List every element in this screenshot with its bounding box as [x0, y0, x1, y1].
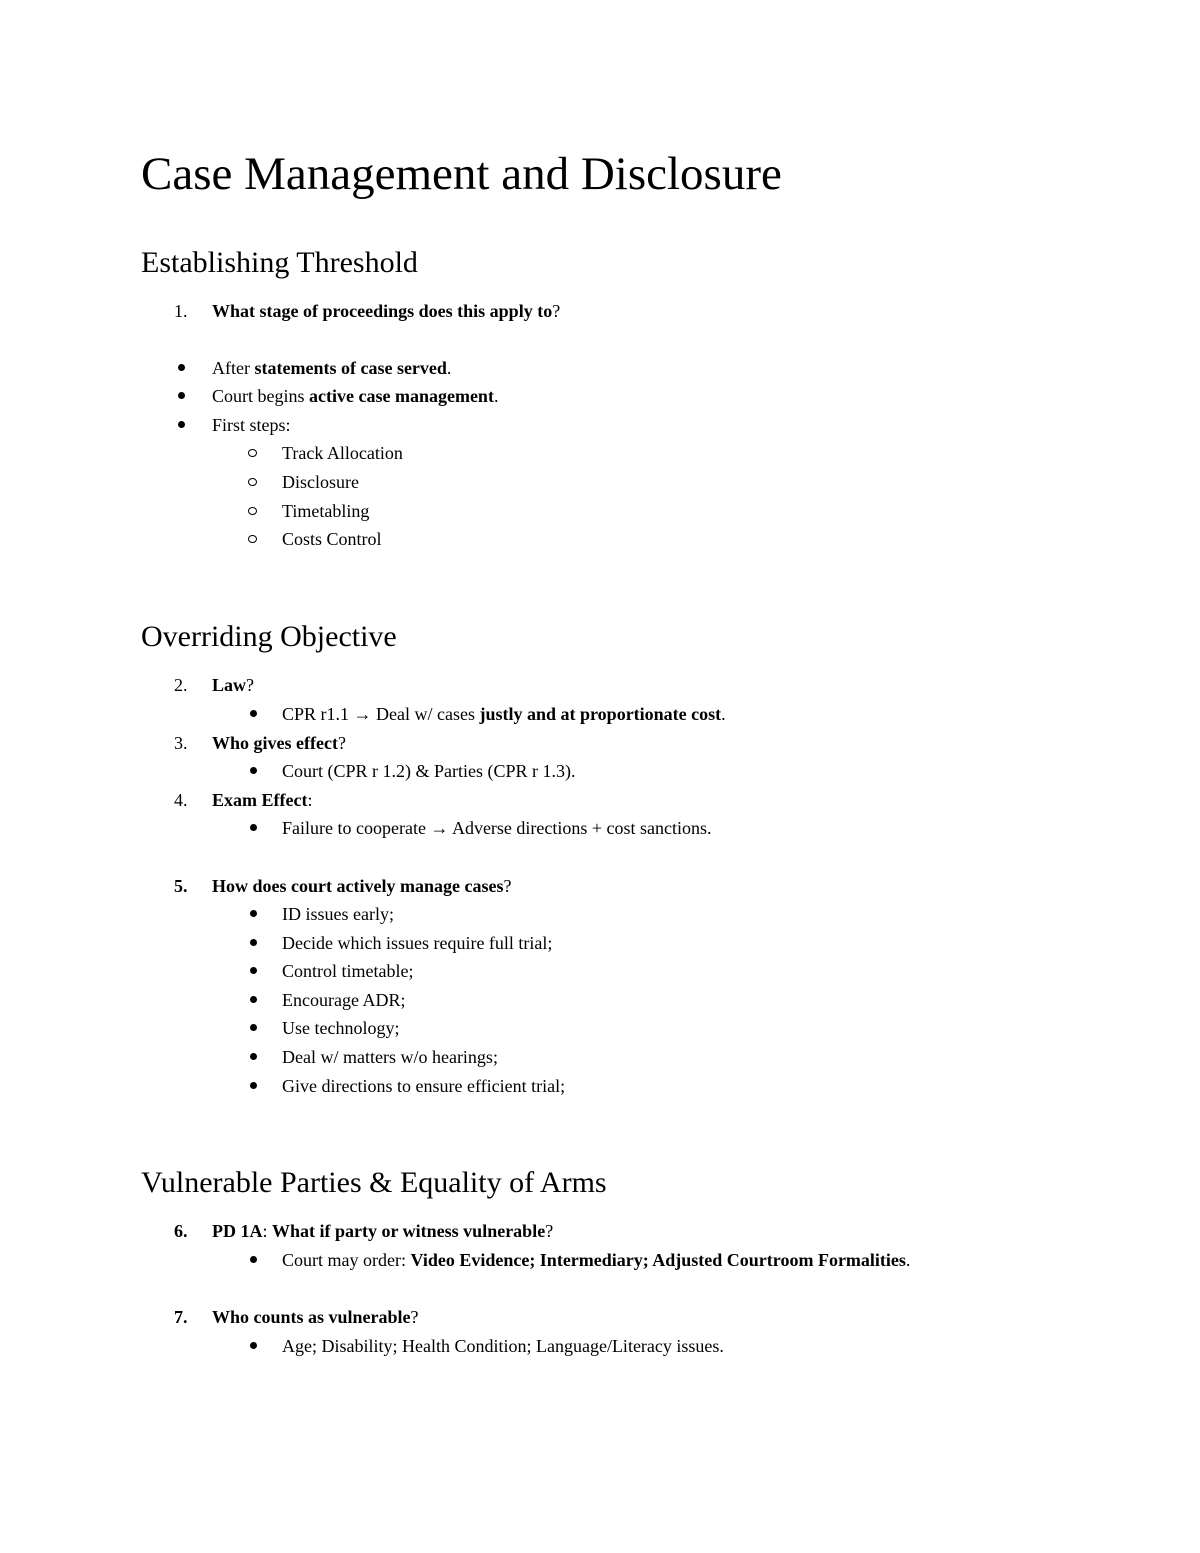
- bullet-icon: [250, 767, 257, 774]
- question-line: Who counts as vulnerable?: [212, 1307, 419, 1327]
- question-line: [212, 298, 560, 324]
- item-number: 4.: [174, 790, 188, 810]
- sub-bullet-item: Timetabling: [282, 501, 370, 521]
- bullet-item: Failure to cooperate → Adverse directions + cost sanctions.: [282, 818, 712, 838]
- bullet-item: Deal w/ matters w/o hearings;: [282, 1047, 498, 1067]
- bullet-icon: [250, 710, 257, 717]
- bullet-item: ID issues early;: [282, 904, 394, 924]
- sub-bullet-icon: [248, 535, 257, 543]
- bullet-item: Control timetable;: [282, 961, 414, 981]
- item-number: 1.: [174, 301, 188, 321]
- item-number: 5.: [174, 876, 188, 896]
- bullet-icon: [250, 1082, 257, 1089]
- bullet-item: Court begins active case management.: [212, 386, 499, 406]
- bullet-icon: [250, 939, 257, 946]
- bullet-item: Court may order: Video Evidence; Intermediary; Adjusted Courtroom Formalities.: [282, 1250, 911, 1270]
- bullet-item: After statements of case served.: [212, 358, 452, 378]
- bullet-icon: [250, 1024, 257, 1031]
- bullet-item: CPR r1.1 → Deal w/ cases justly and at proportionate cost.: [282, 704, 726, 724]
- question-suffix: ?: [552, 301, 561, 321]
- bullet-item: First steps:: [212, 415, 291, 435]
- sub-bullet-item: Disclosure: [282, 472, 359, 492]
- sub-bullet-item: Costs Control: [282, 529, 382, 549]
- item-number: 2.: [174, 675, 188, 695]
- question-line: Exam Effect:: [212, 790, 313, 810]
- bullet-item: Encourage ADR;: [282, 990, 406, 1010]
- bullet-icon: [250, 1256, 257, 1263]
- bullet-item: Court (CPR r 1.2) & Parties (CPR r 1.3).: [282, 761, 576, 781]
- item-number: 6.: [174, 1221, 188, 1241]
- bullet-icon: [250, 967, 257, 974]
- section-heading-establishing-threshold: Establishing Threshold: [141, 246, 418, 279]
- bullet-icon: [250, 910, 257, 917]
- sub-bullet-item: Track Allocation: [282, 443, 403, 463]
- sub-bullet-icon: [248, 449, 257, 457]
- question-line: Who gives effect?: [212, 733, 346, 753]
- section-heading-vulnerable-parties: Vulnerable Parties & Equality of Arms: [141, 1166, 607, 1199]
- item-number: 3.: [174, 733, 188, 753]
- document-title: Case Management and Disclosure: [141, 148, 782, 200]
- item-number: 7.: [174, 1307, 188, 1327]
- sub-bullet-icon: [248, 478, 257, 486]
- section-heading-overriding-objective: Overriding Objective: [141, 620, 397, 653]
- question-bold: What stage of proceedings does this apply to: [212, 301, 553, 321]
- bullet-item: Give directions to ensure efficient trial;: [282, 1076, 566, 1096]
- bullet-item: Decide which issues require full trial;: [282, 933, 553, 953]
- sub-bullet-icon: [248, 507, 257, 515]
- question-line: Law?: [212, 675, 255, 695]
- bullet-icon: [250, 1342, 257, 1349]
- bullet-icon: [250, 1053, 257, 1060]
- bullet-icon: [178, 421, 185, 428]
- question-line: PD 1A: What if party or witness vulnerable?: [212, 1221, 554, 1241]
- question-line: How does court actively manage cases?: [212, 876, 512, 896]
- bullet-item: Age; Disability; Health Condition; Language/Literacy issues.: [282, 1336, 724, 1356]
- bullet-icon: [178, 364, 185, 371]
- bullet-icon: [250, 996, 257, 1003]
- bullet-item: Use technology;: [282, 1018, 400, 1038]
- bullet-icon: [178, 392, 185, 399]
- bullet-icon: [250, 824, 257, 831]
